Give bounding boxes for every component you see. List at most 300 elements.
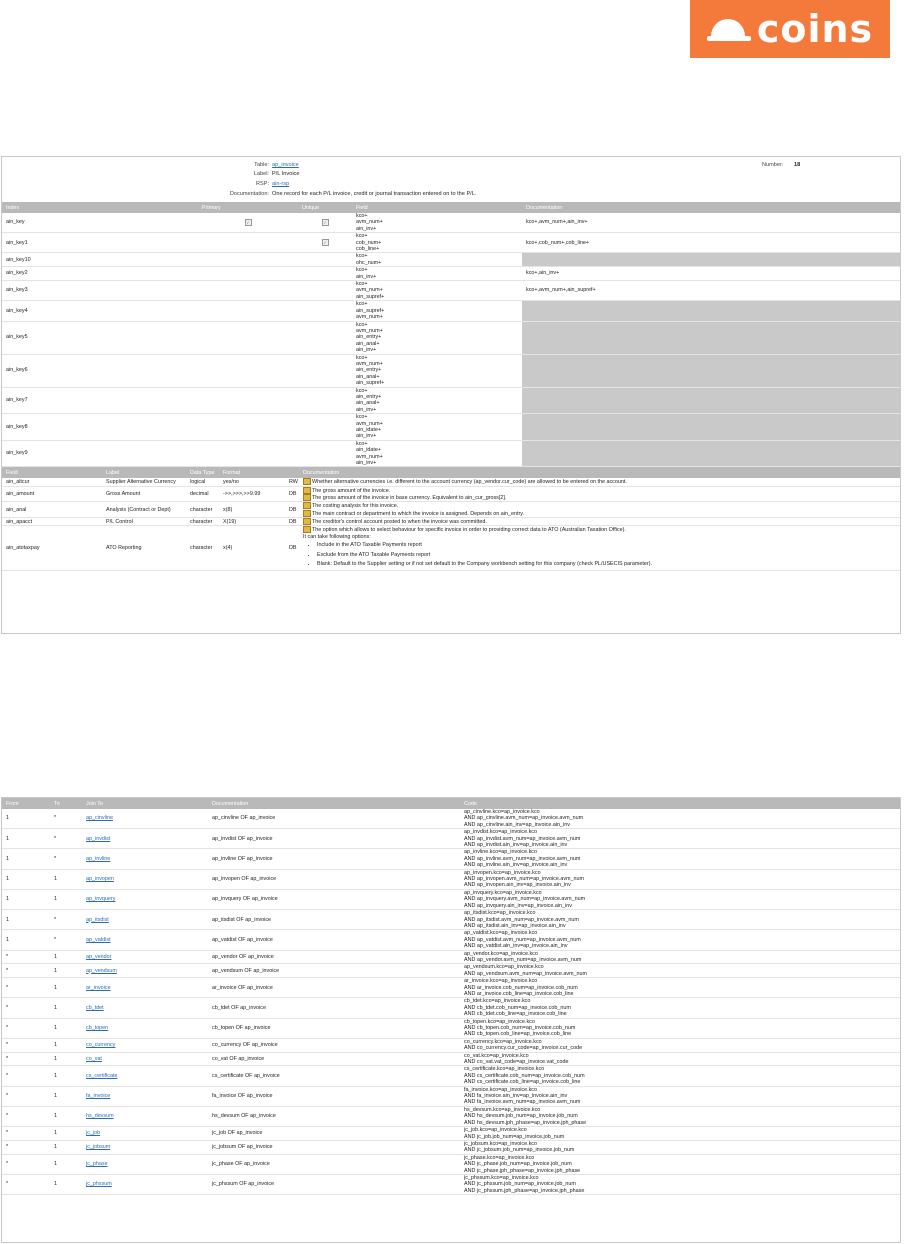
fields-header-row	[2, 467, 900, 478]
doc-line	[303, 502, 896, 509]
join-code: hs_devsum.kco=ap_invoice.kco AND hs_devsum.job_num=ap_invoice.job_num AND hs_devsum.jph_phase=ap_invoice.jph_phase	[460, 1106, 900, 1126]
join-to-cell	[82, 998, 208, 1018]
index-name: ain_key	[2, 213, 198, 233]
index-documentation	[522, 301, 900, 321]
index-name: ain_key7	[2, 387, 198, 414]
index-name: ain_key2	[2, 267, 198, 281]
join-documentation: ap_invdist OF ap_invoice	[208, 829, 460, 849]
join-documentation: ap_itsdist OF ap_invoice	[208, 910, 460, 930]
join-documentation: ap_cinvline OF ap_invoice	[208, 809, 460, 829]
index-name: ain_key1	[2, 233, 198, 253]
field-row	[2, 526, 900, 571]
index-row	[2, 233, 900, 253]
join-from: *	[2, 1140, 50, 1154]
join-row	[2, 1018, 900, 1038]
documentation-label: Documentation:	[229, 191, 269, 197]
field-format: x(8)	[219, 502, 285, 518]
join-to-link[interactable]: co_vat	[86, 1055, 102, 1062]
label-label: Label:	[253, 171, 269, 177]
join-header-1: To	[50, 798, 82, 809]
join-documentation: ap_invopen OF ap_invoice	[208, 869, 460, 889]
join-from: 1	[2, 930, 50, 950]
field-access: DB	[285, 518, 299, 526]
field-header-2: Data Type	[186, 467, 219, 478]
join-header-4: Code	[460, 798, 900, 809]
join-from: *	[2, 978, 50, 998]
join-row	[2, 1038, 900, 1052]
field-row	[2, 486, 900, 502]
index-documentation: kco+,ain_inv+	[522, 267, 900, 281]
field-name: ain_apacct	[2, 518, 102, 526]
index-documentation: kco+,cob_num+,cob_line+	[522, 233, 900, 253]
join-code: co_currency.kco=ap_invoice.kco AND co_currency.cur_code=ap_invoice.cur_code	[460, 1038, 900, 1052]
join-code: ap_invline.kco=ap_invoice.kco AND ap_invline.avm_num=ap_invoice.avm_num AND ap_invline.ain_inv=ap_invoice.ain_inv	[460, 849, 900, 869]
index-unique	[298, 321, 352, 354]
join-to-link[interactable]: cb_tdet	[86, 1004, 104, 1011]
index-documentation: kco+,avm_num+,ain_inv+	[522, 213, 900, 233]
field-row	[2, 518, 900, 526]
join-code: jc_job.kco=ap_invoice.kco AND jc_job.job_num=ap_invoice.job_num	[460, 1127, 900, 1141]
join-code: ap_itsdist.kco=ap_invoice.kco AND ap_itsdist.avm_num=ap_invoice.avm_num AND ap_itsdist.ain_inv=ap_invoice.ain_inv	[460, 910, 900, 930]
join-from: 1	[2, 889, 50, 909]
index-table	[2, 202, 900, 467]
join-to-link[interactable]: ar_invoice	[86, 984, 111, 991]
join-to-cell	[82, 829, 208, 849]
join-to: *	[50, 910, 82, 930]
join-documentation: ap_invquery OF ap_invoice	[208, 889, 460, 909]
join-code: ap_invopen.kco=ap_invoice.kco AND ap_invopen.avm_num=ap_invoice.avm_num AND ap_invopen.ain_inv=ap_invoice.ain_inv	[460, 869, 900, 889]
join-row	[2, 998, 900, 1018]
join-row	[2, 950, 900, 964]
field-documentation	[299, 486, 900, 502]
join-documentation: cb_topen OF ap_invoice	[208, 1018, 460, 1038]
join-from: *	[2, 1052, 50, 1066]
table-link[interactable]: ap_invoice	[272, 162, 299, 168]
join-row	[2, 1127, 900, 1141]
index-unique	[298, 213, 352, 233]
index-fields: kco+ avm_num+ ain_idate+ ain_inv+	[352, 414, 522, 441]
index-name: ain_key8	[2, 414, 198, 441]
index-row	[2, 301, 900, 321]
field-row	[2, 502, 900, 518]
join-to-cell	[82, 809, 208, 829]
index-unique	[298, 301, 352, 321]
field-header-0: Field	[2, 467, 102, 478]
join-to-link[interactable]: jc_phase	[86, 1161, 108, 1168]
field-label: P/L Control	[102, 518, 186, 526]
join-from: *	[2, 998, 50, 1018]
join-to: 1	[50, 1154, 82, 1174]
join-to-cell	[82, 978, 208, 998]
index-documentation	[522, 354, 900, 387]
join-to: 1	[50, 978, 82, 998]
field-name: ain_atotaxpay	[2, 526, 102, 571]
rsp-label: RSP:	[255, 181, 269, 187]
join-to-cell	[82, 930, 208, 950]
option-item: • Exclude from the ATO Taxable Payments report	[317, 552, 896, 558]
join-to-link[interactable]: ap_cinvline	[86, 815, 113, 822]
join-code: cs_certificate.kco=ap_invoice.kco AND cs_certificate.cob_num=ap_invoice.cob_num AND cs_certificate.cob_line=ap_invoice.cob_line	[460, 1066, 900, 1086]
join-row	[2, 1140, 900, 1154]
join-documentation: ap_vatdist OF ap_invoice	[208, 930, 460, 950]
index-row	[2, 267, 900, 281]
index-documentation	[522, 387, 900, 414]
index-body	[2, 213, 900, 467]
index-fields: kco+ ohc_num+	[352, 253, 522, 267]
join-to-link[interactable]: ap_itsdist	[86, 916, 109, 923]
join-to-link[interactable]: ap_invline	[86, 855, 111, 862]
doc-line	[303, 510, 896, 517]
index-primary	[198, 281, 298, 301]
field-name: ain_altcur	[2, 478, 102, 486]
join-row	[2, 869, 900, 889]
option-list	[303, 542, 896, 567]
join-documentation: ar_invoice OF ap_invoice	[208, 978, 460, 998]
join-code: ap_invdist.kco=ap_invoice.kco AND ap_invdist.avm_num=ap_invoice.avm_num AND ap_invdist.ain_inv=ap_invoice.ain_inv	[460, 829, 900, 849]
join-to: 1	[50, 1174, 82, 1194]
index-row	[2, 414, 900, 441]
join-row	[2, 889, 900, 909]
join-to: *	[50, 829, 82, 849]
doc-text: The option which allows to select behaviour for specific invoice in order to providing correct data to ATO (Australian Taxation Office).	[312, 527, 626, 534]
number-label: Number:	[762, 162, 784, 168]
index-row	[2, 213, 900, 233]
index-header-2: Unique	[298, 202, 352, 213]
doc-text: The main contract or department to which the invoice is assigned. Depends on ain_entry.	[312, 510, 525, 517]
joins-body	[2, 809, 900, 1195]
index-row	[2, 387, 900, 414]
join-to-cell	[82, 964, 208, 978]
join-to: 1	[50, 964, 82, 978]
join-from: *	[2, 1086, 50, 1106]
join-to-cell	[82, 1106, 208, 1126]
field-header-1: Label	[102, 467, 186, 478]
index-fields: kco+ ain_idate+ avm_num+ ain_inv+	[352, 440, 522, 467]
join-to: 1	[50, 1140, 82, 1154]
field-label: Supplier Alternative Currency	[102, 478, 186, 486]
join-to: 1	[50, 1086, 82, 1106]
field-header-3: Format	[219, 467, 285, 478]
join-to: 1	[50, 869, 82, 889]
join-to: 1	[50, 998, 82, 1018]
field-format: yes/no	[219, 478, 285, 486]
join-to-cell	[82, 1086, 208, 1106]
unique-check-icon: ✓	[323, 240, 327, 246]
join-to-cell	[82, 1174, 208, 1194]
note-icon	[303, 518, 311, 525]
join-to-cell	[82, 1127, 208, 1141]
join-to-link[interactable]: jc_phssum	[86, 1181, 112, 1188]
join-to-cell	[82, 849, 208, 869]
primary-check-icon: ✓	[246, 219, 250, 225]
join-header-3: Documentation	[208, 798, 460, 809]
join-to-link[interactable]: cb_topen	[86, 1025, 109, 1031]
join-to: 1	[50, 950, 82, 964]
index-primary	[198, 267, 298, 281]
field-type: character	[186, 518, 219, 526]
join-from: 1	[2, 849, 50, 869]
option-item: • Include in the ATO Taxable Payments report	[317, 542, 896, 548]
index-fields: kco+ ain_entry+ ain_anal+ ain_inv+	[352, 387, 522, 414]
join-code: ap_vendor.kco=ap_invoice.kco AND ap_vendor.avm_num=ap_invoice.avm_num	[460, 950, 900, 964]
index-name: ain_key10	[2, 253, 198, 267]
joins-panel	[1, 797, 901, 1243]
rsp-link[interactable]: ain-rsp	[272, 181, 290, 187]
join-to-link[interactable]: ap_invopen	[86, 876, 114, 883]
join-from: *	[2, 1106, 50, 1126]
join-to-cell	[82, 1154, 208, 1174]
field-access: DB	[285, 502, 299, 518]
join-from: 1	[2, 910, 50, 930]
note-icon	[303, 478, 311, 485]
doc-text: The costing analysis for this invoice.	[312, 503, 399, 510]
index-primary	[198, 354, 298, 387]
index-unique	[298, 281, 352, 301]
index-primary	[198, 253, 298, 267]
field-access: RW	[285, 478, 299, 486]
field-format: x(4)	[219, 526, 285, 571]
join-to: 1	[50, 1066, 82, 1086]
note-icon	[303, 510, 311, 517]
index-fields: kco+ cob_num+ cob_line+	[352, 233, 522, 253]
join-to-cell	[82, 950, 208, 964]
index-fields: kco+ avm_num+ ain_entry+ ain_anal+ ain_supref+	[352, 354, 522, 387]
index-fields: kco+ ain_supref+ avm_num+	[352, 301, 522, 321]
index-header-3: Field	[352, 202, 522, 213]
label-value: P/L Invoice	[272, 171, 300, 177]
doc-text: Whether alternative currencies i.e. different to the account currency (ap_vendor.cur_code) are allowed to be entered on the account.	[312, 479, 627, 486]
join-to: 1	[50, 889, 82, 909]
join-to-cell	[82, 1140, 208, 1154]
index-unique	[298, 253, 352, 267]
join-code: cb_topen.kco=ap_invoice.kco AND cb_topen.cob_num=ap_invoice.cob_num AND cb_topen.cob_line=ap_invoice.cob_line	[460, 1018, 900, 1038]
join-documentation: ap_vendsum OF ap_invoice	[208, 964, 460, 978]
hard-hat-icon	[707, 17, 751, 41]
join-from: 1	[2, 829, 50, 849]
index-header-4: Documentation	[522, 202, 900, 213]
field-type: character	[186, 502, 219, 518]
field-header-5: Documentation	[299, 467, 900, 478]
field-type: character	[186, 526, 219, 571]
doc-line	[303, 526, 896, 533]
note-icon	[303, 494, 311, 501]
joins-header-row	[2, 798, 900, 809]
doc-line	[303, 478, 896, 485]
join-row	[2, 930, 900, 950]
join-code: jc_phssum.kco=ap_invoice.kco AND jc_phssum.job_num=ap_invoice.job_num AND jc_phssum.jph_phase=ap_invoice.jph_phase	[460, 1174, 900, 1194]
join-to-link[interactable]: hs_devsum	[86, 1113, 114, 1120]
index-fields: kco+ avm_num+ ain_supref+	[352, 281, 522, 301]
field-format: X(19)	[219, 518, 285, 526]
index-name: ain_key3	[2, 281, 198, 301]
index-primary	[198, 414, 298, 441]
field-documentation	[299, 478, 900, 486]
join-from: *	[2, 1066, 50, 1086]
join-to-link[interactable]: co_currency	[86, 1042, 116, 1049]
index-fields: kco+ avm_num+ ain_entry+ ain_anal+ ain_inv+	[352, 321, 522, 354]
option-item: • Blank: Default to the Supplier setting or if not set default to the Company workbench setting for this company (check PL/USECIS parameter).	[317, 561, 896, 567]
join-documentation: cb_tdet OF ap_invoice	[208, 998, 460, 1018]
join-from: 1	[2, 809, 50, 829]
index-name: ain_key5	[2, 321, 198, 354]
join-to: *	[50, 849, 82, 869]
join-documentation: jc_phssum OF ap_invoice	[208, 1174, 460, 1194]
join-from: *	[2, 1154, 50, 1174]
coins-logo	[690, 0, 890, 58]
table-meta	[2, 157, 900, 202]
note-icon	[303, 502, 311, 509]
field-type: logical	[186, 478, 219, 486]
join-to-link[interactable]: jc_job	[86, 1130, 101, 1137]
join-header-0: From	[2, 798, 50, 809]
number-value: 18	[794, 162, 801, 168]
join-to-link[interactable]: ap_vendsum	[86, 967, 117, 974]
index-name: ain_key9	[2, 440, 198, 467]
index-header-row	[2, 202, 900, 213]
index-unique	[298, 354, 352, 387]
field-name: ain_anal	[2, 502, 102, 518]
field-documentation	[299, 502, 900, 518]
index-unique	[298, 414, 352, 441]
join-row	[2, 978, 900, 998]
index-header-1: Primary	[198, 202, 298, 213]
note-icon	[303, 487, 311, 494]
join-to-cell	[82, 1052, 208, 1066]
field-documentation	[299, 518, 900, 526]
joins-table	[2, 798, 900, 1195]
index-unique	[298, 233, 352, 253]
join-to-cell	[82, 1066, 208, 1086]
index-unique	[298, 440, 352, 467]
join-row	[2, 1086, 900, 1106]
field-row	[2, 478, 900, 486]
index-documentation	[522, 414, 900, 441]
index-unique	[298, 387, 352, 414]
join-row	[2, 1174, 900, 1194]
doc-line	[303, 518, 896, 525]
join-code: jc_phase.kco=ap_invoice.kco AND jc_phase.job_num=ap_invoice.job_num AND jc_phase.jph_phase=ap_invoice.jph_phase	[460, 1154, 900, 1174]
doc-line	[303, 487, 896, 494]
join-code: fa_invoice.kco=ap_invoice.kco AND fa_invoice.ain_inv=ap_invoice.ain_inv AND fa_invoice.avm_num=ap_invoice.avm_num	[460, 1086, 900, 1106]
join-header-2: Join To	[82, 798, 208, 809]
join-to-cell	[82, 869, 208, 889]
index-fields: kco+ ain_inv+	[352, 267, 522, 281]
join-documentation: cs_certificate OF ap_invoice	[208, 1066, 460, 1086]
table-definition-panel	[1, 156, 901, 634]
field-label: Gross Amount	[102, 486, 186, 502]
join-row	[2, 1154, 900, 1174]
index-documentation	[522, 253, 900, 267]
join-documentation: jc_job OF ap_invoice	[208, 1127, 460, 1141]
field-access: DB	[285, 486, 299, 502]
join-from: *	[2, 964, 50, 978]
join-code: co_vat.kco=ap_invoice.kco AND co_vat.vat_code=ap_invoice.vat_code	[460, 1052, 900, 1066]
join-to-link[interactable]: fa_invoice	[86, 1093, 111, 1100]
index-header-0: Index	[2, 202, 198, 213]
join-row	[2, 910, 900, 930]
join-documentation: co_vat OF ap_invoice	[208, 1052, 460, 1066]
join-from: *	[2, 1174, 50, 1194]
field-label: Analysis (Contract or Dept)	[102, 502, 186, 518]
join-to: 1	[50, 1018, 82, 1038]
join-to: *	[50, 809, 82, 829]
logo-text: coins	[756, 7, 874, 51]
join-from: *	[2, 1038, 50, 1052]
fields-body	[2, 478, 900, 570]
join-row	[2, 964, 900, 978]
doc-text: The gross amount of the invoice.	[312, 487, 391, 494]
join-code: ap_cinvline.kco=ap_invoice.kco AND ap_cinvline.avm_num=ap_invoice.avm_num AND ap_cinvline.ain_inv=ap_invoice.ain_inv	[460, 809, 900, 829]
table-label: Table:	[254, 162, 269, 168]
join-to: 1	[50, 1106, 82, 1126]
join-to-cell	[82, 910, 208, 930]
join-to-link[interactable]: ap_invdist	[86, 835, 111, 842]
join-from: 1	[2, 869, 50, 889]
join-from: *	[2, 1127, 50, 1141]
join-code: ap_invquery.kco=ap_invoice.kco AND ap_invquery.avm_num=ap_invoice.avm_num AND ap_invquery.ain_inv=ap_invoice.ain_inv	[460, 889, 900, 909]
field-name: ain_amount	[2, 486, 102, 502]
index-primary	[198, 440, 298, 467]
note-icon	[303, 526, 311, 533]
join-documentation: ap_vendor OF ap_invoice	[208, 950, 460, 964]
field-type: decimal	[186, 486, 219, 502]
index-name: ain_key4	[2, 301, 198, 321]
index-primary	[198, 321, 298, 354]
index-row	[2, 321, 900, 354]
doc-text: The creditor's control account posted to when the invoice was committed.	[312, 519, 487, 525]
join-from: *	[2, 950, 50, 964]
join-to-link[interactable]: ap_invquery	[86, 896, 116, 903]
join-documentation: fa_invoice OF ap_invoice	[208, 1086, 460, 1106]
join-documentation: jc_phase OF ap_invoice	[208, 1154, 460, 1174]
join-row	[2, 1066, 900, 1086]
join-to: 1	[50, 1052, 82, 1066]
index-documentation: kco+,avm_num+,ain_supref+	[522, 281, 900, 301]
index-documentation	[522, 321, 900, 354]
field-access: DB	[285, 526, 299, 571]
documentation-value: One record for each P/L invoice, credit or journal transaction entered on to the P/L.	[272, 191, 477, 197]
join-to: 1	[50, 1038, 82, 1052]
join-documentation: jc_jobsum OF ap_invoice	[208, 1140, 460, 1154]
join-documentation: hs_devsum OF ap_invoice	[208, 1106, 460, 1126]
doc-extra: It can take following options:	[303, 533, 371, 540]
join-to: *	[50, 930, 82, 950]
index-documentation	[522, 440, 900, 467]
field-format: ->>,>>>,>>9.99	[219, 486, 285, 502]
join-row	[2, 1052, 900, 1066]
join-from: *	[2, 1018, 50, 1038]
join-to-link[interactable]: ap_vendor	[86, 953, 112, 960]
field-label: ATO Reporting	[102, 526, 186, 571]
join-to-link[interactable]: ap_vatdist	[86, 936, 111, 943]
field-header-4	[285, 467, 299, 478]
join-to-cell	[82, 1018, 208, 1038]
join-to-link[interactable]: jc_jobsum	[86, 1144, 111, 1151]
join-code: ar_invoice.kco=ap_invoice.kco AND ar_invoice.cob_num=ap_invoice.cob_num AND ar_invoice.cob_line=ap_invoice.cob_line	[460, 978, 900, 998]
join-to-link[interactable]: cs_certificate	[86, 1072, 118, 1079]
join-documentation: co_currency OF ap_invoice	[208, 1038, 460, 1052]
index-primary	[198, 387, 298, 414]
join-to: 1	[50, 1127, 82, 1141]
join-row	[2, 809, 900, 829]
index-name: ain_key6	[2, 354, 198, 387]
index-row	[2, 354, 900, 387]
index-row	[2, 440, 900, 467]
index-row	[2, 281, 900, 301]
join-row	[2, 849, 900, 869]
index-row	[2, 253, 900, 267]
join-row	[2, 1106, 900, 1126]
